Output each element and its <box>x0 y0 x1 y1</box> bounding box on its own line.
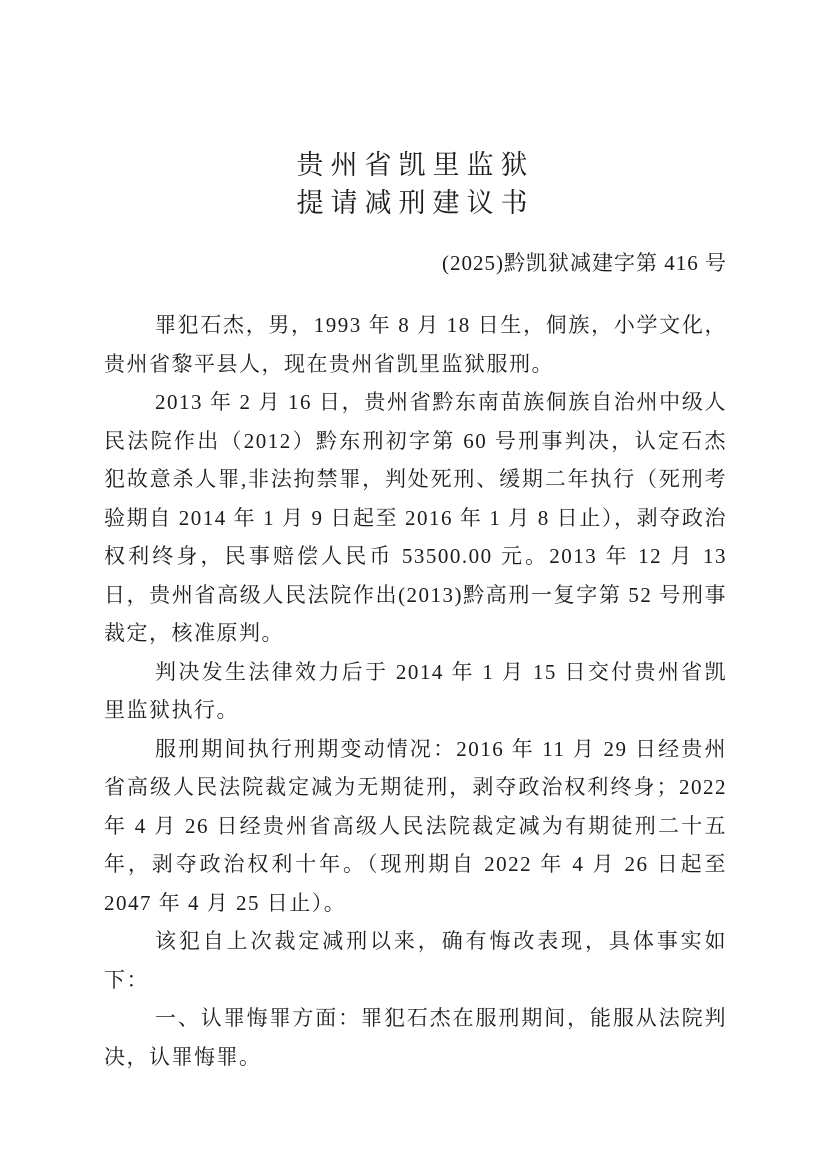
paragraph-reform-summary: 该犯自上次裁定减刑以来，确有悔改表现，具体事实如下： <box>104 929 727 992</box>
title-prison-name: 贵州省凯里监狱 <box>296 150 535 180</box>
title-document-type: 提请减刑建议书 <box>296 188 535 218</box>
document-body <box>104 306 727 1076</box>
paragraph-prisoner-info: 罪犯石杰，男，1993 年 8 月 18 日生，侗族，小学文化，贵州省黎平县人，现在贵州省凯里监狱服刑。 <box>104 313 727 376</box>
document-content <box>104 146 727 1076</box>
document-title <box>104 146 727 222</box>
paragraph-confession-repentance: 一、认罪悔罪方面：罪犯石杰在服刑期间，能服从法院判决，认罪悔罪。 <box>104 1006 727 1069</box>
paragraph-delivery-to-prison: 判决发生法律效力后于 2014 年 1 月 15 日交付贵州省凯里监狱执行。 <box>104 659 727 722</box>
paragraph-sentence-changes: 服刑期间执行刑期变动情况：2016 年 11 月 29 日经贵州省高级人民法院裁定减为无期徒刑，剥夺政治权利终身；2022 年 4 月 26 日经贵州省高级人民法院裁定减为有期徒刑二十五年，剥夺政治权利十年。（现刑期自 2022 年 4 月 26 日起至 2047 年 4 月 25 日止）。 <box>104 736 727 915</box>
document-number: (2025)黔凯狱减建字第 416 号 <box>442 251 727 275</box>
paragraph-original-judgment: 2013 年 2 月 16 日，贵州省黔东南苗族侗族自治州中级人民法院作出（2012）黔东刑初字第 60 号刑事判决，认定石杰犯故意杀人罪,非法拘禁罪，判处死刑、缓期二年执行（死刑考验期自 2014 年 1 月 9 日起至 2016 年 1 月 8 日止），剥夺政治权利终身，民事赔偿人民币 53500.00 元。2013 年 12 月 13 日，贵州省高级人民法院作出(2013)黔高刑一复字第 52 号刑事裁定，核准原判。 <box>104 390 727 645</box>
